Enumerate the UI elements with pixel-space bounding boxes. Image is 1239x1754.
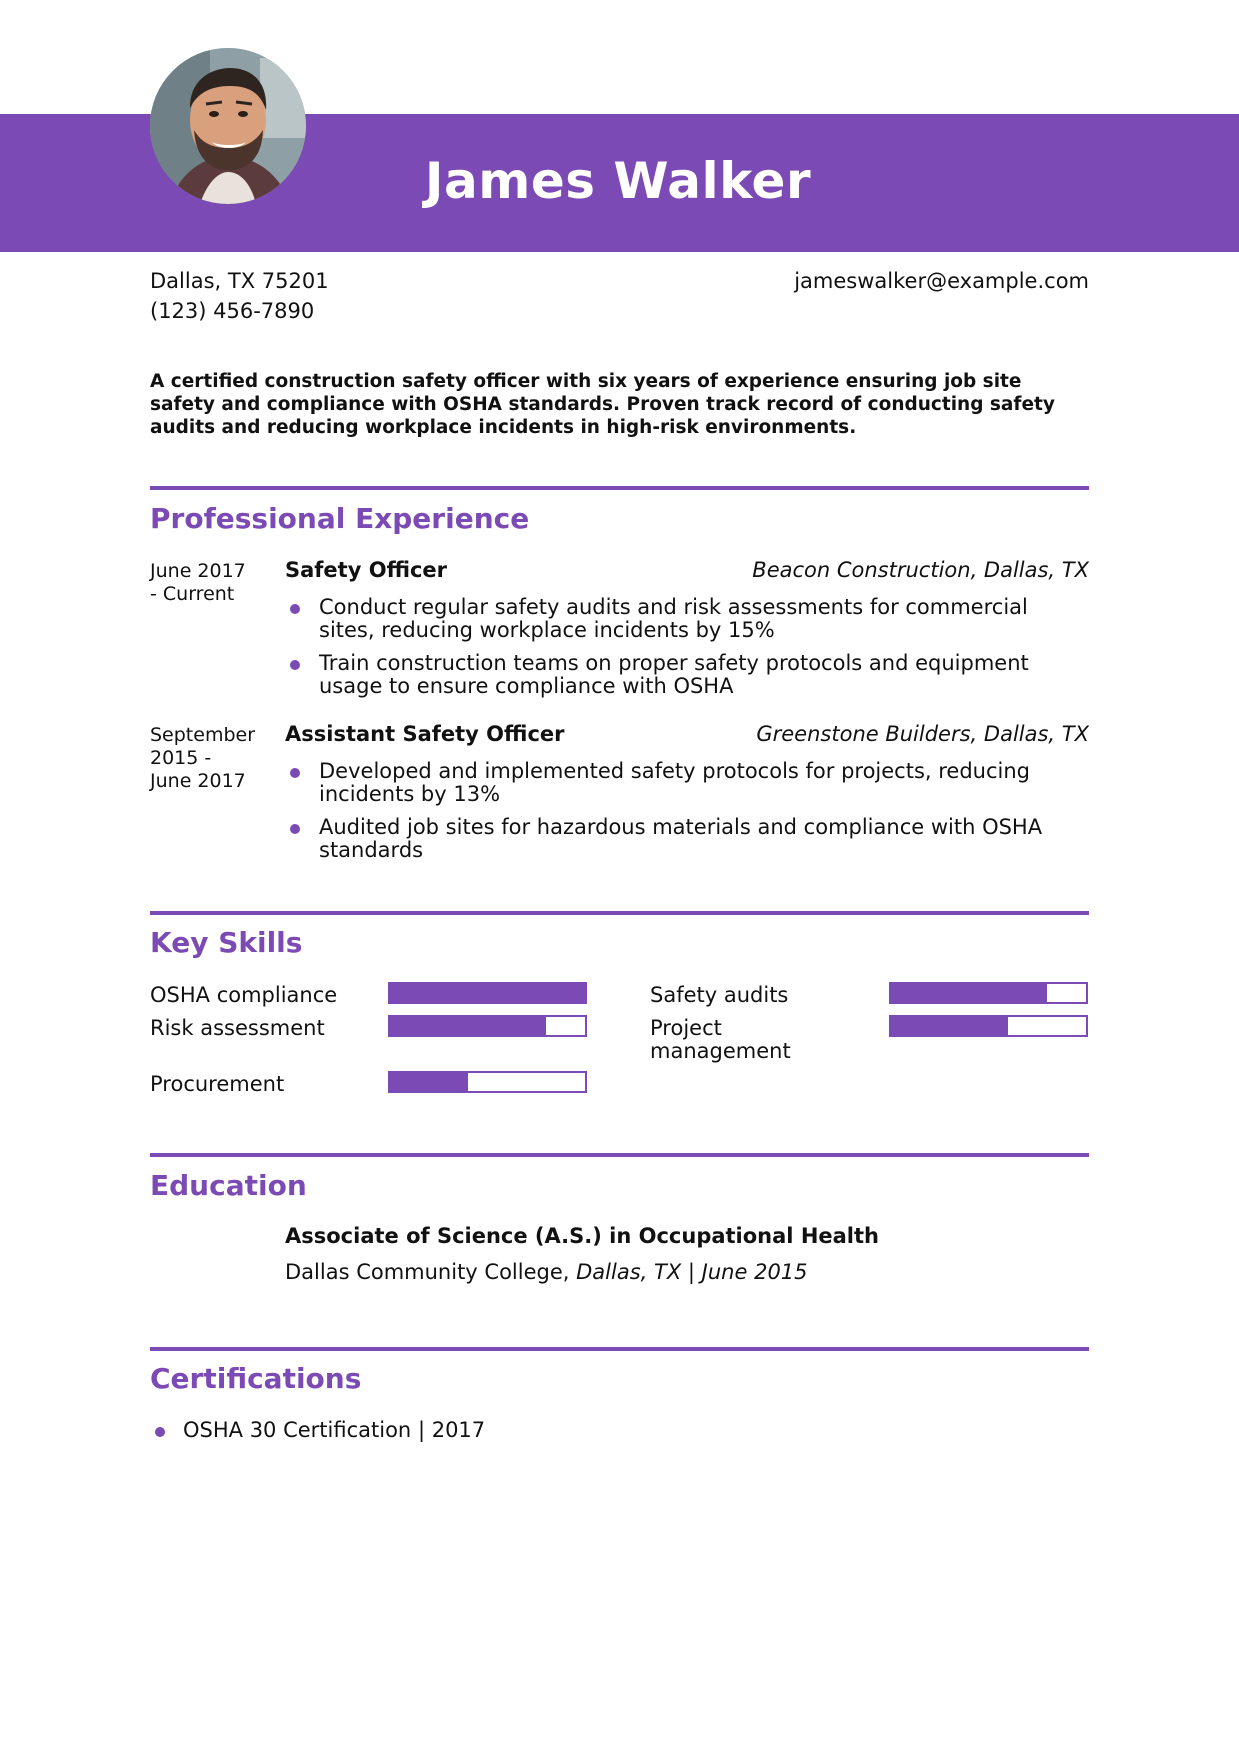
skill-label: Risk assessment xyxy=(150,1016,325,1040)
education-degree: Associate of Science (A.S.) in Occupational Health xyxy=(285,1224,879,1248)
job-title: Safety Officer xyxy=(285,558,448,582)
separator: | xyxy=(417,1418,426,1442)
skill-fill xyxy=(390,1017,546,1035)
skill-bar xyxy=(388,1071,587,1093)
skill-label: Safety audits xyxy=(650,983,789,1007)
certification-name: OSHA 30 Certification xyxy=(183,1418,412,1442)
separator: | xyxy=(687,1260,695,1284)
certification-year: 2017 xyxy=(431,1418,486,1442)
list-item xyxy=(285,816,1089,862)
skill-fill xyxy=(891,1017,1008,1035)
contact-left xyxy=(150,266,329,326)
list-item xyxy=(150,1418,485,1442)
skill-label: Project management xyxy=(650,1016,791,1063)
bullet-text: Developed and implemented safety protocols for projects, reducing incidents by 13% xyxy=(319,759,1030,806)
bullet-icon xyxy=(155,1427,165,1437)
section-divider xyxy=(150,1347,1089,1351)
list-item xyxy=(285,652,1089,698)
skill-fill xyxy=(891,984,1047,1002)
list-item xyxy=(285,760,1089,806)
skill-fill xyxy=(390,1073,468,1091)
education-location: Dallas, TX xyxy=(576,1260,682,1284)
contact-right xyxy=(794,266,1089,296)
bullet-text: Conduct regular safety audits and risk assessments for commercial sites, reducing workplace incidents by 15% xyxy=(319,595,1028,642)
section-divider xyxy=(150,486,1089,490)
bullet-text: Audited job sites for hazardous materials and compliance with OSHA standards xyxy=(319,815,1043,862)
email[interactable]: jameswalker@example.com xyxy=(794,269,1089,293)
section-title-skills: Key Skills xyxy=(150,926,303,959)
bullet-icon xyxy=(290,768,300,778)
job-bullets xyxy=(285,760,1089,872)
bullet-text: Train construction teams on proper safety protocols and equipment usage to ensure compliance with OSHA xyxy=(319,651,1029,698)
section-title-experience: Professional Experience xyxy=(150,502,530,535)
skill-bar xyxy=(889,1015,1088,1037)
education-school: Dallas Community College, xyxy=(285,1260,570,1284)
job-date: September 2015 - June 2017 xyxy=(150,724,256,792)
skill-bar xyxy=(388,1015,587,1037)
avatar xyxy=(150,48,306,204)
bullet-icon xyxy=(290,824,300,834)
job-title: Assistant Safety Officer xyxy=(285,722,565,746)
skill-bar xyxy=(889,982,1088,1004)
section-divider xyxy=(150,1153,1089,1157)
list-item xyxy=(285,596,1089,642)
section-divider xyxy=(150,911,1089,915)
skill-bar xyxy=(388,982,587,1004)
section-title-education: Education xyxy=(150,1169,307,1202)
job-company: Greenstone Builders, Dallas, TX xyxy=(756,722,1089,746)
bullet-icon xyxy=(290,604,300,614)
job-bullets xyxy=(285,596,1089,708)
candidate-name: James Walker xyxy=(424,152,812,210)
bullet-icon xyxy=(290,660,300,670)
skill-label: OSHA compliance xyxy=(150,983,338,1007)
job-company: Beacon Construction, Dallas, TX xyxy=(752,558,1089,582)
education-details xyxy=(285,1260,808,1284)
section-title-certifications: Certifications xyxy=(150,1362,362,1395)
address: Dallas, TX 75201 xyxy=(150,269,329,293)
skill-label: Procurement xyxy=(150,1072,285,1096)
education-date: June 2015 xyxy=(701,1260,808,1284)
phone: (123) 456-7890 xyxy=(150,299,315,323)
person-photo-icon xyxy=(150,48,306,204)
skill-fill xyxy=(390,984,585,1002)
summary: A certified construction safety officer with six years of experience ensuring job site safety and compliance with OSHA standards. Proven track record of conducting safety audits and reducing workplace incidents in high-risk environments. xyxy=(150,371,1055,438)
job-date: June 2017 - Current xyxy=(150,560,246,605)
